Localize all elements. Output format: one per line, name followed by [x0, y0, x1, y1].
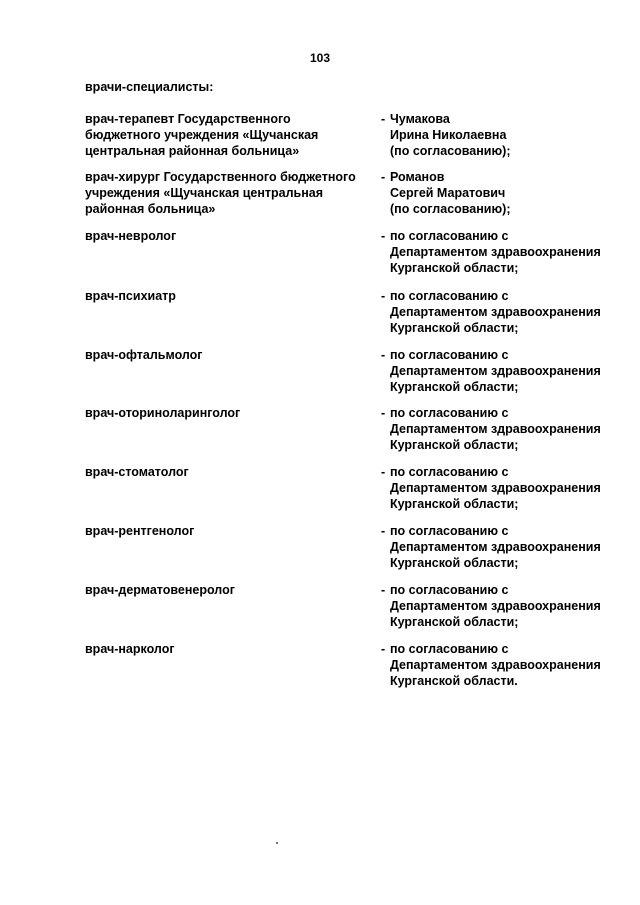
detail-text: по согласованию с Департаментом здравоохранения Курганской области;: [390, 406, 601, 452]
dash-marker: -: [381, 583, 386, 597]
detail-text: по согласованию с Департаментом здравоохранения Курганской области;: [390, 289, 601, 335]
dash-marker: -: [381, 642, 386, 656]
page-number: 103: [309, 51, 331, 65]
detail-text: Романов Сергей Маратович (по согласованию);: [390, 170, 511, 216]
detail-text: по согласованию с Департаментом здравоохранения Курганской области;: [390, 229, 601, 275]
detail-text: по согласованию с Департаментом здравоохранения Курганской области;: [390, 465, 601, 511]
detail-text: по согласованию с Департаментом здравоохранения Курганской области;: [390, 348, 601, 394]
dash-marker: -: [381, 465, 386, 479]
section-heading: врачи-специалисты:: [85, 80, 214, 94]
role-label: врач-офтальмолог: [85, 348, 203, 362]
dash-marker: -: [381, 229, 386, 243]
detail-text: Чумакова Ирина Николаевна (по согласованию);: [390, 112, 511, 158]
role-label: врач-стоматолог: [85, 465, 189, 479]
role-label: врач-хирург Государственного бюджетного учреждения «Щучанская центральная районная больница»: [85, 170, 356, 216]
role-label: врач-терапевт Государственного бюджетного учреждения «Щучанская центральная районная больница»: [85, 112, 319, 158]
role-label: врач-оториноларинголог: [85, 406, 241, 420]
dash-marker: -: [381, 524, 386, 538]
dash-marker: -: [381, 348, 386, 362]
detail-text: по согласованию с Департаментом здравоохранения Курганской области;: [390, 524, 601, 570]
role-label: врач-рентгенолог: [85, 524, 195, 538]
role-label: врач-невролог: [85, 229, 177, 243]
role-label: врач-дерматовенеролог: [85, 583, 235, 597]
detail-text: по согласованию с Департаментом здравоохранения Курганской области.: [390, 642, 601, 688]
role-label: врач-нарколог: [85, 642, 175, 656]
dash-marker: -: [381, 112, 386, 126]
scan-speck: [276, 842, 278, 844]
dash-marker: -: [381, 406, 386, 420]
dash-marker: -: [381, 289, 386, 303]
detail-text: по согласованию с Департаментом здравоохранения Курганской области;: [390, 583, 601, 629]
role-label: врач-психиатр: [85, 289, 176, 303]
dash-marker: -: [381, 170, 386, 184]
